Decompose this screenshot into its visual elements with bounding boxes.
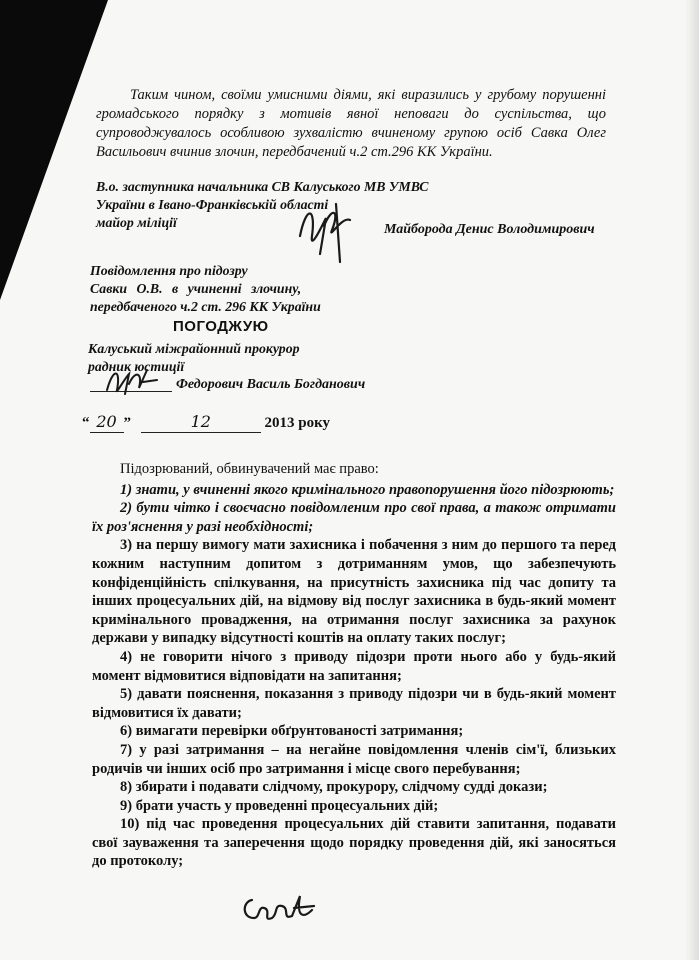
signatory-line2: України в Івано-Франківській області [96, 197, 329, 212]
date-close-quote: ” [123, 415, 131, 431]
rights-item: 6) вимагати перевірки обґрунтованості затримання; [120, 723, 464, 740]
prosecutor-title: Калуський міжрайонний прокурор [88, 341, 300, 356]
rights-item: 5) давати пояснення, показання з приводу підозри чи в будь-який момент відмовитися їх давати; [92, 686, 616, 721]
rights-item: 8) збирати і подавати слідчому, прокурору, слідчому судді докази; [120, 779, 548, 796]
prosecutor-name: Федорович Василь Богданович [176, 377, 366, 392]
suspicion-notice [90, 262, 390, 316]
date-month: 12 [190, 412, 211, 431]
investigator-signature [292, 196, 362, 266]
date-open-quote: “ [82, 415, 90, 431]
date-year: 2013 року [264, 415, 331, 431]
prosecutor-rank: радник юстиції [88, 359, 185, 374]
rights-item: 4) не говорити нічого з приводу підозри проти нього або у будь-який момент відмовитися відповідати на запитання; [92, 648, 616, 684]
intro-paragraph: Таким чином, своїми умисними діями, які виразились у грубому порушенні громадського порядку з мотивів явної неповаги до суспільства, що супроводжувалось особливою зухвалістю вчиненому групою осіб Савка Олег Васильович вчинив злочин, передбачений ч.2 ст.296 КК України. [96, 87, 606, 160]
notice-line2: Савки О.В. в учиненні злочину, [90, 281, 302, 296]
rights-item: 3) на першу вимогу мати захисника і побачення з ним до першого та перед кожним наступним допитом з дотриманням умов, що забезпечують конфіденційність спілкування, на присутність захисника під час допиту та інших процесуальних дій, на відмову від послуг захисника в будь-який момент кримінального провадження, на отримання послуг захисника за рахунок держави у випадку відсутності коштів на оплату таких послуг; [92, 537, 616, 647]
signatory-name: Майборода Денис Володимирович [384, 222, 595, 237]
scan-edge-shadow [685, 0, 699, 960]
rights-item: 1) знати, у вчиненні якого кримінального правопорушення його підозрюють; [120, 481, 615, 498]
rights-item: 9) брати участь у проведенні процесуальних дій; [120, 797, 439, 814]
date-day: 20 [96, 412, 117, 431]
rights-item: 2) бути чітко і своєчасно повідомленим про свої права, а також отримати їх роз'яснення у разі необхідності; [92, 500, 616, 535]
suspect-rights [92, 460, 616, 871]
date-row [82, 412, 330, 433]
signatory-line1: В.о. заступника начальника СВ Калуського МВ УМВС [96, 179, 429, 194]
prosecutor-signature [103, 364, 163, 398]
rights-item: 7) у разі затримання – на негайне повідомлення членів сім'ї, близьких родичів чи інших осіб про затримання і місце свого перебування; [92, 741, 616, 777]
notice-line3: передбаченого ч.2 ст. 296 КК України [90, 299, 321, 314]
notice-line1: Повідомлення про підозру [90, 263, 248, 278]
scan-dark-corner [0, 0, 108, 300]
signatory-rank: майор міліції [96, 215, 177, 230]
rights-intro: Підозрюваний, обвинувачений має право: [120, 461, 379, 477]
rights-item: 10) під час проведення процесуальних дій ставити запитання, подавати свої зауваження та заперечення щодо порядку проведення дій, які заносяться до протоколу; [92, 816, 616, 870]
suspect-signature [238, 888, 318, 930]
approval-heading: ПОГОДЖУЮ [173, 318, 269, 335]
